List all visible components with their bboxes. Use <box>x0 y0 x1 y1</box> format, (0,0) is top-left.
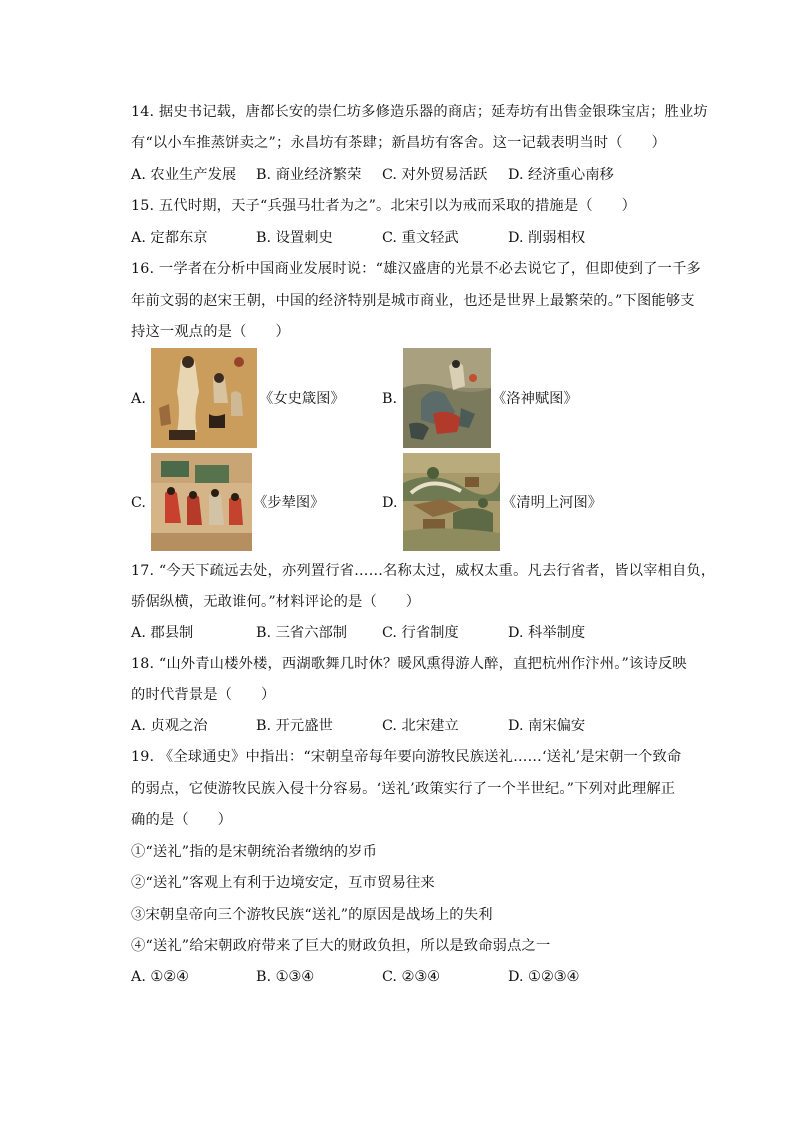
q15-option-b: B. 设置刺史 <box>256 230 333 246</box>
q19-option-a: A. ①②④ <box>131 969 189 985</box>
q16-option-d-letter: D. <box>382 495 398 511</box>
q14-option-b: B. 商业经济繁荣 <box>256 167 362 183</box>
q18-stem-line2: 的时代背景是（ ） <box>131 687 276 703</box>
q16-option-a-letter: A. <box>131 391 146 407</box>
q16-option-b-caption: 《洛神赋图》 <box>492 391 578 407</box>
q19-stem-line1: 19. 《全球通史》中指出：“宋朝皇帝每年要向游牧民族送礼……‘送礼’是宋朝一个致命 <box>131 749 682 765</box>
q17-option-a: A. 郡县制 <box>131 625 194 641</box>
q16-option-c-letter: C. <box>131 495 146 511</box>
q17-option-d: D. 科举制度 <box>508 625 586 641</box>
q19-statement-1: ①“送礼”指的是宋朝统治者缴纳的岁币 <box>131 844 378 860</box>
q14-stem-line1: 14. 据史书记载，唐都长安的崇仁坊多修造乐器的商店；延寿坊有出售金银珠宝店；胜业坊 <box>131 104 708 120</box>
q16-stem-line1: 16. 一学者在分析中国商业发展时说：“雄汉盛唐的光景不必去说它了，但即使到了一千多 <box>131 261 701 277</box>
q16-option-a-caption: 《女史箴图》 <box>259 391 345 407</box>
q18-stem-line1: 18. “山外青山楼外楼，西湖歌舞几时休？暖风熏得游人醉，直把杭州作汴州。”该诗反映 <box>131 656 687 672</box>
q14-option-d: D. 经济重心南移 <box>508 167 614 183</box>
q18-option-b: B. 开元盛世 <box>256 718 333 734</box>
q19-option-c: C. ②③④ <box>382 969 440 985</box>
q17-stem-line2: 骄倨纵横，无敢谁何。”材料评论的是（ ） <box>131 594 421 610</box>
q14-option-c: C. 对外贸易活跃 <box>382 167 488 183</box>
q19-option-d: D. ①②③④ <box>508 969 580 985</box>
q15-option-d: D. 削弱相权 <box>508 230 586 246</box>
q19-statement-2: ②“送礼”客观上有利于边境安定，互市贸易往来 <box>131 875 435 891</box>
q18-option-a: A. 贞观之治 <box>131 718 208 734</box>
q15-stem-line1: 15. 五代时期，天子“兵强马壮者为之”。北宋引以为戒而采取的措施是（ ） <box>131 198 637 214</box>
painting-nushizhen-image <box>151 348 257 448</box>
q16-option-c-caption: 《步辇图》 <box>253 495 325 511</box>
painting-bunian-image <box>151 453 252 551</box>
q14-option-a: A. 农业生产发展 <box>131 167 237 183</box>
q18-option-c: C. 北宋建立 <box>382 718 459 734</box>
q16-option-b-letter: B. <box>382 391 398 407</box>
q18-option-d: D. 南宋偏安 <box>508 718 586 734</box>
q19-statement-3: ③宋朝皇帝向三个游牧民族“送礼”的原因是战场上的失利 <box>131 907 493 923</box>
q19-stem-line2: 的弱点，它使游牧民族入侵十分容易。‘送礼’政策实行了一个半世纪。”下列对此理解正 <box>131 781 676 797</box>
q15-option-a: A. 定都东京 <box>131 230 208 246</box>
painting-luoshenfu-image <box>403 348 491 448</box>
q17-stem-line1: 17. “今天下疏远去处，亦列置行省……名称太过，威权太重。凡去行省者，皆以宰相自负， <box>131 563 716 579</box>
q15-option-c: C. 重文轻武 <box>382 230 459 246</box>
q19-stem-line3: 确的是（ ） <box>131 812 233 828</box>
q16-stem-line2: 年前文弱的赵宋王朝，中国的经济特别是城市商业，也还是世界上最繁荣的。”下图能够支 <box>131 293 695 309</box>
painting-qingming-image <box>403 453 500 551</box>
q16-option-d-caption: 《清明上河图》 <box>502 495 603 511</box>
q17-option-c: C. 行省制度 <box>382 625 459 641</box>
q16-stem-line3: 持这一观点的是（ ） <box>131 324 290 340</box>
q17-option-b: B. 三省六部制 <box>256 625 348 641</box>
q19-option-b: B. ①③④ <box>256 969 315 985</box>
q19-statement-4: ④“送礼”给宋朝政府带来了巨大的财政负担，所以是致命弱点之一 <box>131 938 551 954</box>
q14-stem-line2: 有“以小车推蒸饼卖之”；永昌坊有茶肆；新昌坊有客舍。这一记载表明当时（ ） <box>131 135 667 151</box>
